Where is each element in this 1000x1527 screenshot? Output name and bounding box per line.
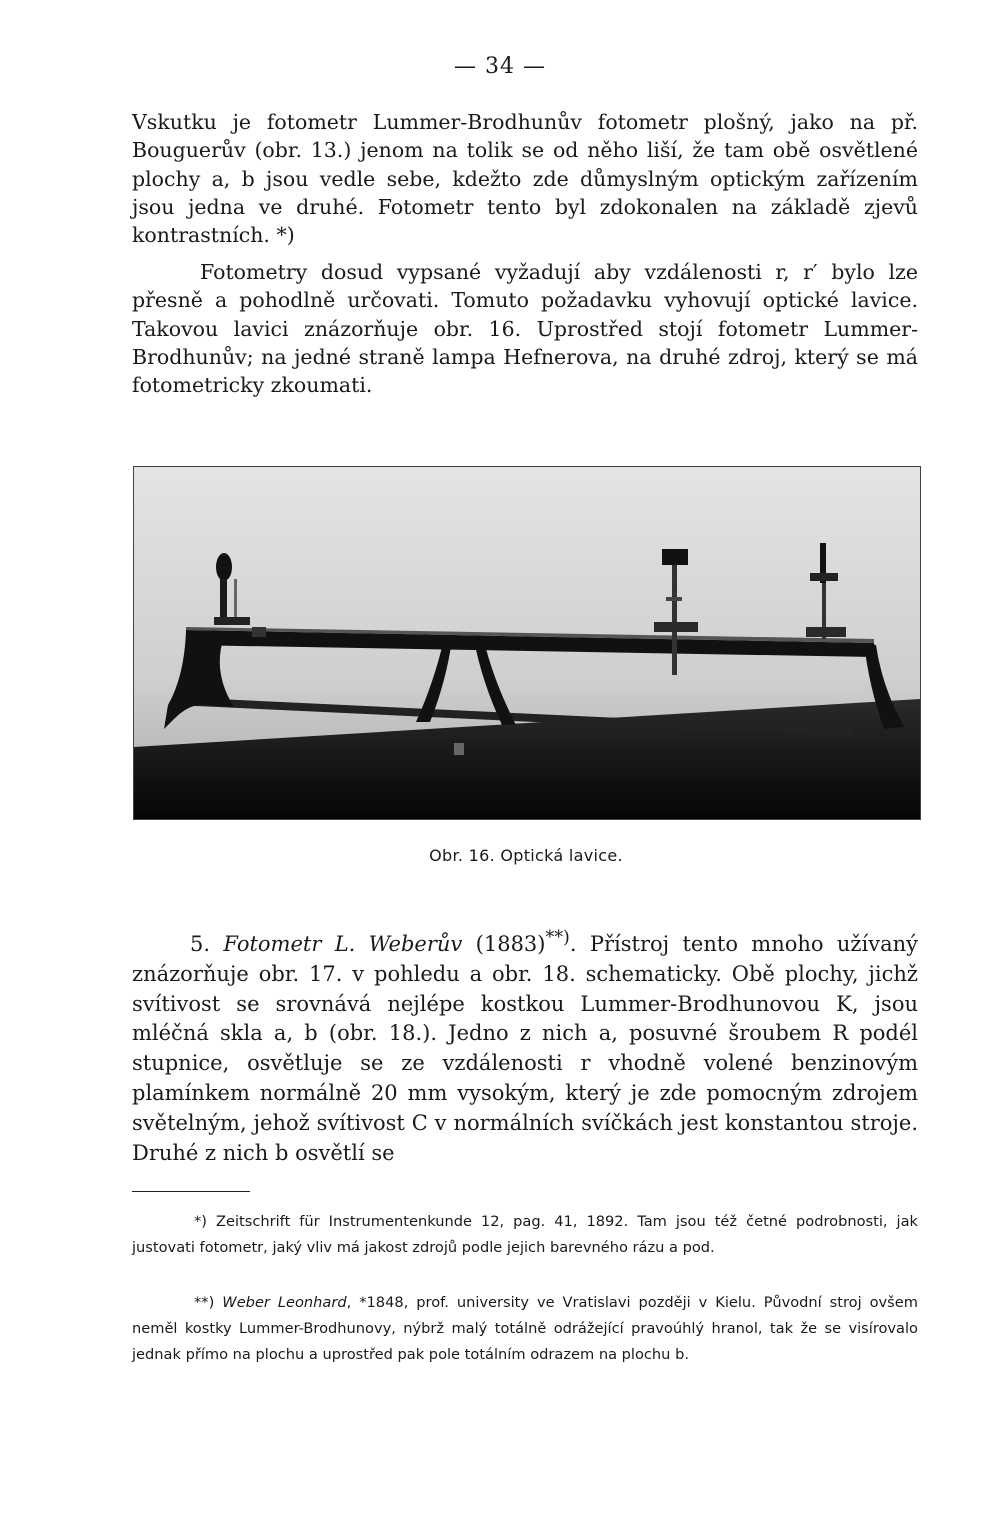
footnote-1-mark: *) bbox=[194, 1213, 207, 1230]
figure-caption: Obr. 16. Optická lavice. bbox=[429, 846, 623, 865]
footnote-1-text: Zeitschrift für Instrumentenkunde 12, pag. 41, 1892. Tam jsou též četné podrobnosti, jak justovati fotometr, jaký vliv má jakost zdrojů podle jejich barevného rázu a pod. bbox=[132, 1213, 918, 1256]
paragraph-optical-bench: Fotometry dosud vypsané vyžadují aby vzdálenosti r, r′ bylo lze přesně a pohodlně určovati. Tomuto požadavku vyhovují optické lavice. Takovou lavici znázorňuje obr. 16. Uprostřed stojí fotometr Lummer-Brodhunův; na jedné straně lampa Hefnerova, na druhé zdroj, který se má fotometricky zkoumati. bbox=[132, 260, 918, 398]
footnote-2-text: , *1848, prof. university ve Vratislavi později v Kielu. Původní stroj ovšem neměl kostky Lummer-Brodhunovy, nýbrž malý totálně odrážející pravoúhlý hranol, tak že se visírovalo jednak přímo na plochu a uprostřed pak pole totálním odrazem na plochu b. bbox=[132, 1294, 918, 1363]
paragraph-lummer-brodhun: Vskutku je fotometr Lummer-Brodhunův fotometr plošný, jako na př. Bouguerův (obr. 13.) jenom na tolik se od něho liší, že tam obě osvětlené plochy a, b jsou vedle sebe, kdežto zde důmyslným optickým zařízením jsou jedna ve druhé. Fotometr tento byl zdokonalen na základě zjevů kontrastních. *) bbox=[132, 110, 918, 248]
section-body: . Přístroj tento mnoho užívaný znázorňuje obr. 17. v pohledu a obr. 18. schematicky. Obě plochy, jichž svítivost se srovnává nejlépe kostkou Lummer-Brodhunovou K, jsou mléčná skla a, b (obr. 18.). Jedno z nich a, posuvné šroubem R podél stupnice, osvětluje se ze vzdálenosti r vhodně volené benzinovým plamínkem normálně 20 mm vysokým, který je zde pomocným zdrojem světelným, jehož svítivost C v normálních svíčkách jest konstantou stroje. Druhé z nich b osvětlí se bbox=[132, 932, 918, 1165]
paragraph-weber-photometer bbox=[132, 924, 918, 1168]
table-marker bbox=[454, 743, 464, 755]
section-year: (1883) bbox=[475, 932, 546, 956]
optical-bench-photo bbox=[133, 466, 921, 820]
footnote-divider bbox=[132, 1191, 250, 1192]
footnote-ref-2: **) bbox=[545, 928, 570, 948]
section-title: Fotometr L. Weberův bbox=[223, 932, 463, 956]
footnote-1 bbox=[132, 1209, 918, 1261]
optical-bench-illustration bbox=[134, 467, 920, 819]
footnote-2-mark: **) bbox=[194, 1294, 215, 1311]
footnote-2 bbox=[132, 1290, 918, 1368]
section-number: 5. bbox=[190, 932, 211, 956]
rail-clamp-left bbox=[252, 627, 266, 637]
footnote-2-name: Weber Leonhard bbox=[222, 1294, 347, 1311]
page-number: — 34 — bbox=[454, 54, 546, 79]
